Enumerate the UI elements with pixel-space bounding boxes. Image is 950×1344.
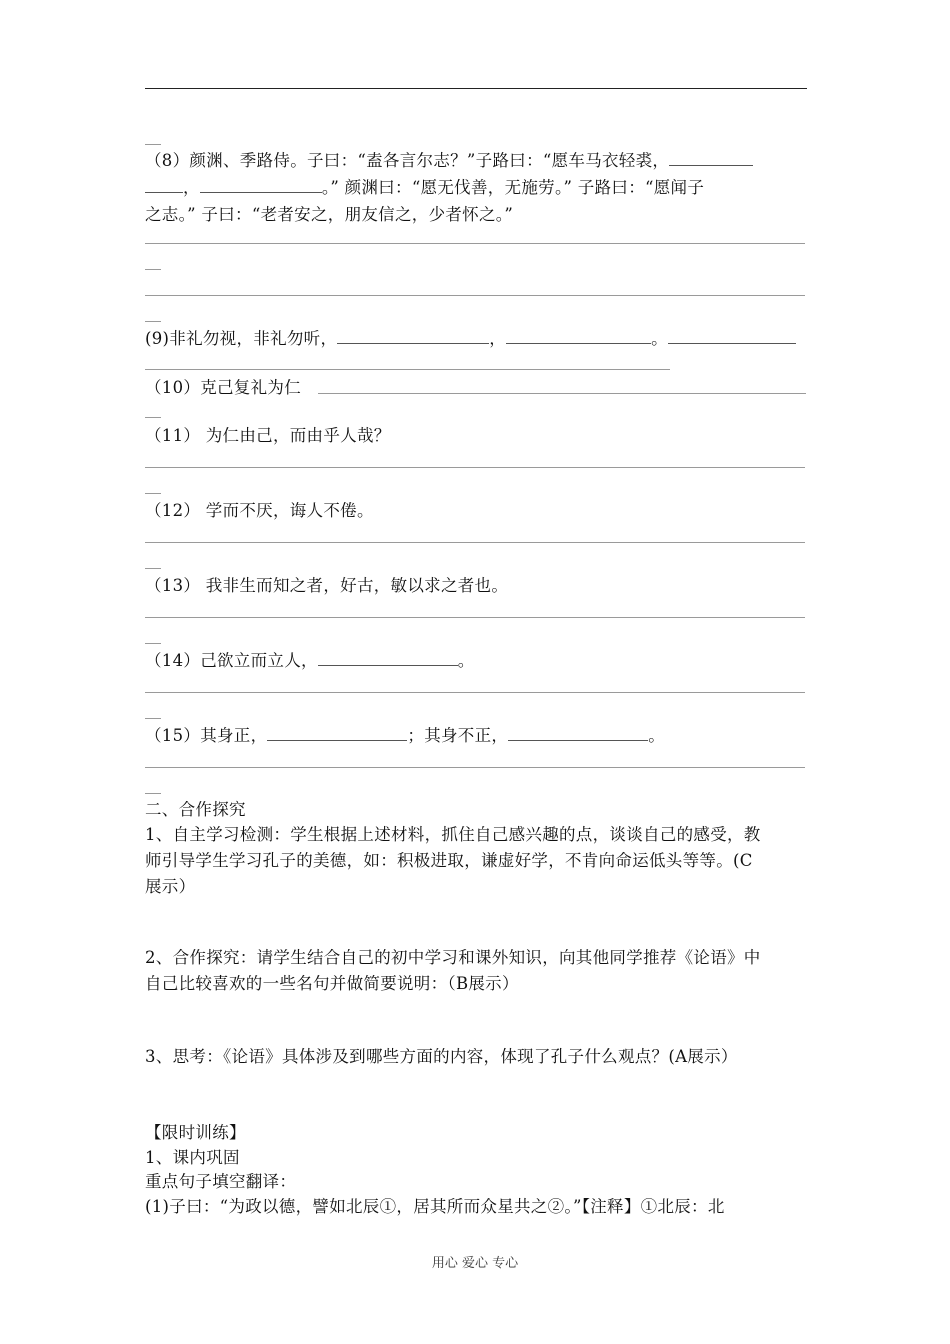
section2-item2-line1: 2、合作探究：请学生结合自己的初中学习和课外知识，向其他同学推荐《论语》中 (145, 948, 761, 967)
page-footer: 用心 爱心 专心 (431, 1256, 519, 1271)
answer-line-stub (145, 718, 161, 719)
q9-text-b: ， (489, 329, 507, 348)
q13-line (145, 576, 508, 596)
q10-line (145, 378, 301, 398)
q8-line1-text: （8）颜渊、季路侍。子曰：“盍各言尔志？”子路曰：“愿车马衣轻裘， (145, 151, 670, 170)
answer-line-stub (145, 144, 161, 145)
answer-line-stub (145, 493, 161, 494)
section2-item2-line2: 自己比较喜欢的一些名句并做简要说明：（B展示） (145, 974, 519, 993)
q9-text-a: (9)非礼勿视，非礼勿听， (145, 329, 338, 348)
q15-blank-2[interactable] (508, 726, 648, 741)
q8-blank-1-continued[interactable] (145, 178, 183, 193)
q11-line (145, 426, 391, 446)
section2-item3: 3、思考：《论语》具体涉及到哪些方面的内容，体现了孔子什么观点？(A展示） (145, 1047, 738, 1066)
q8-line2-comma: ， (183, 178, 200, 197)
q15-text-b: ；其身不正， (407, 726, 509, 745)
answer-line[interactable] (145, 692, 805, 693)
answer-line-stub (145, 643, 161, 644)
answer-line[interactable] (145, 617, 805, 618)
q9-text-c: 。 (651, 329, 668, 348)
q14-text-b: 。 (457, 651, 475, 670)
q8-line3 (145, 205, 513, 225)
answer-line[interactable] (145, 542, 805, 543)
answer-line-stub (145, 321, 161, 322)
answer-line[interactable] (145, 295, 805, 296)
answer-line-stub (145, 417, 161, 418)
q8-line1 (145, 151, 753, 171)
section2-item1-line1: 1、自主学习检测：学生根据上述材料，抓住自己感兴趣的点，谈谈自己的感受，教 (145, 825, 761, 844)
q8-blank-1[interactable] (669, 151, 753, 166)
training-heading: 【限时训练】 (145, 1123, 246, 1142)
q13-text: （13） 我非生而知之者，好古，敏以求之者也。 (145, 576, 509, 595)
q12-text: （12） 学而不厌，诲人不倦。 (145, 501, 374, 520)
section2-heading: 二、合作探究 (145, 800, 246, 819)
q15-line (145, 726, 665, 746)
section2-item1-line3: 展示） (145, 877, 196, 896)
q14-line (145, 651, 475, 671)
training-sub2: 重点句子填空翻译： (145, 1172, 297, 1191)
q8-blank-2[interactable] (200, 178, 322, 193)
answer-line[interactable] (145, 243, 805, 244)
section2-item1-line2: 师引导学生学习孔子的美德，如：积极进取，谦虚好学，不肯向命运低头等等。(C (145, 851, 753, 870)
q10-text: （10）克己复礼为仁 (145, 378, 301, 397)
q10-answer-line[interactable] (318, 393, 806, 394)
q8-line2 (145, 178, 704, 198)
q9-blank-1[interactable] (337, 329, 489, 344)
q11-text: （11） 为仁由己，而由乎人哉？ (145, 426, 391, 445)
answer-line-stub (145, 793, 161, 794)
q8-line3-text: 之志。” 子曰：“老者安之，朋友信之，少者怀之。” (145, 205, 514, 224)
q9-blank-3[interactable] (668, 329, 796, 344)
q8-line2-text: 。” 颜渊曰：“愿无伐善，无施劳。” 子路曰：“愿闻子 (321, 178, 705, 197)
answer-line[interactable] (145, 767, 805, 768)
q14-text-a: （14）己欲立而立人， (145, 651, 318, 670)
q9-blank-2[interactable] (506, 329, 651, 344)
q12-line (145, 501, 374, 521)
header-rule (145, 88, 807, 89)
q9-answer-line[interactable] (145, 369, 670, 370)
q9-line (145, 329, 796, 349)
q15-text-a: （15）其身正， (145, 726, 268, 745)
training-item1: (1)子曰：“为政以德，譬如北辰①，居其所而众星共之②。”【注释】①北辰：北 (145, 1197, 725, 1216)
answer-line-stub (145, 269, 161, 270)
answer-line-stub (145, 568, 161, 569)
q15-blank-1[interactable] (267, 726, 407, 741)
q15-text-c: 。 (648, 726, 666, 745)
q14-blank[interactable] (318, 651, 458, 666)
training-sub1: 1、课内巩固 (145, 1148, 240, 1167)
answer-line[interactable] (145, 467, 805, 468)
